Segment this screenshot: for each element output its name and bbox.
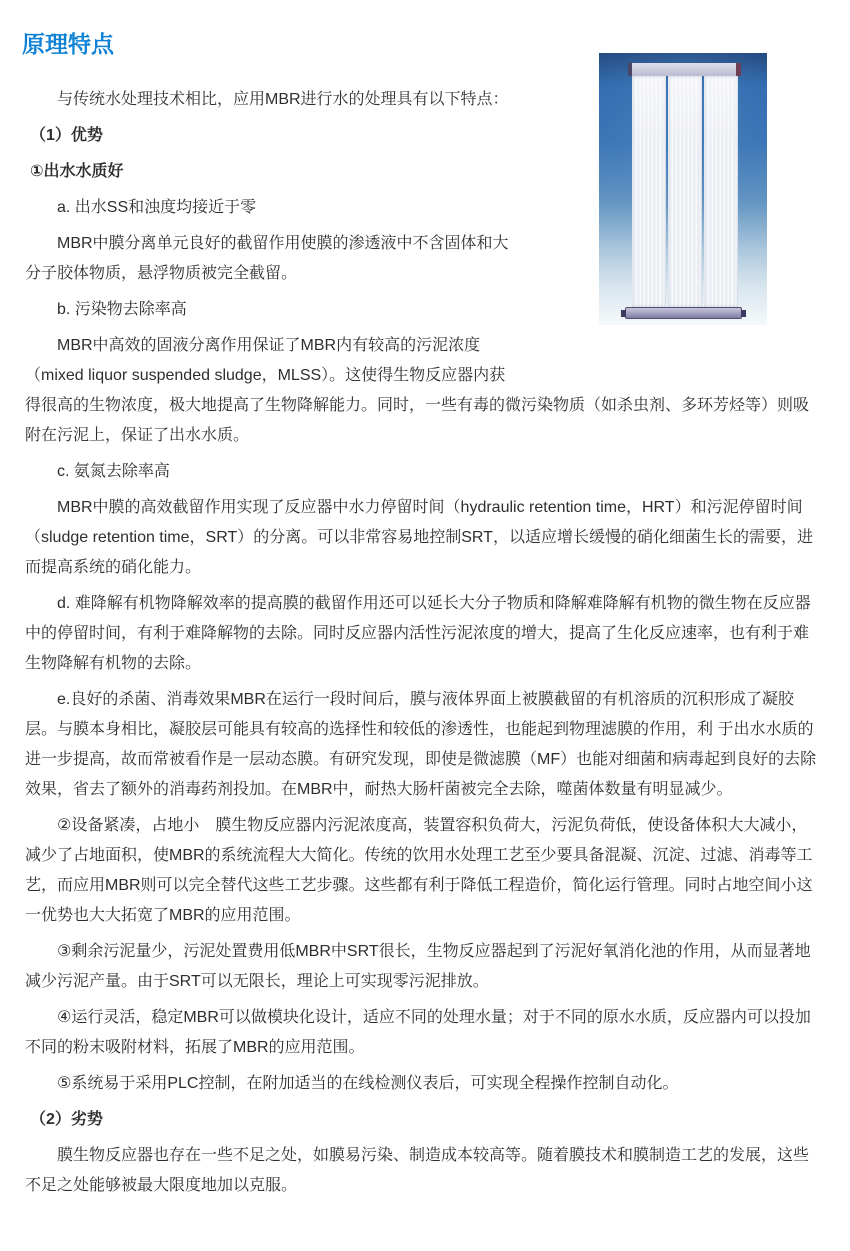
section-heading: ①出水水质好: [30, 163, 124, 180]
paragraph: e.良好的杀菌、消毒效果MBR在运行一段时间后，膜与液体界面上被膜截留的有机溶质的沉积形成了凝胶层。与膜本身相比，凝胶层可能具有较高的选择性和较低的渗透性，也能起到物理滤膜的作用，利 于出水水质的进一步提高，故而常被看作是一层动态膜。有研究发现，即使是微滤膜（MF）也能对细菌和病毒起到良好的去除效果，省去了额外的消毒药剂投加。在MBR中，耐热大肠杆菌被完全去除，噬菌体数量有明显减少。: [25, 691, 817, 798]
paragraph: a. 出水SS和浊度均接近于零: [57, 199, 257, 216]
document-content: [25, 58, 820, 1201]
paragraph: d. 难降解有机物降解效率的提高膜的截留作用还可以延长大分子物质和降解难降解有机物的微生物在反应器中的停留时间，有利于难降解物的去除。同时反应器内活性污泥浓度的增大，提高了生化反应速率，也有利于难生物降解有机物的去除。: [25, 595, 811, 672]
section-heading: （2）劣势: [30, 1111, 103, 1128]
paragraph: 膜生物反应器也存在一些不足之处，如膜易污染、制造成本较高等。随着膜技术和膜制造工艺的发展，这些不足之处能够被最大限度地加以克服。: [25, 1147, 810, 1194]
paragraph: ③剩余污泥量少，污泥处置费用低MBR中SRT很长，生物反应器起到了污泥好氧消化池的作用，从而显著地减少污泥产量。由于SRT可以无限长，理论上可实现零污泥排放。: [25, 943, 811, 990]
paragraph: MBR中高效的固液分离作用保证了MBR内有较高的污泥浓度（mixed liquor suspended sludge，MLSS）。这使得生物反应器内获得很高的生物浓度，极大地提高了生物降解能力。同时，一些有毒的微污染物质（如杀虫剂、多环芳烃等）则吸附在污泥上，保证了出水水质。: [25, 337, 810, 444]
paragraph: MBR中膜分离单元良好的截留作用使膜的渗透液中不含固体和大分子胶体物质，悬浮物质被完全截留。: [25, 235, 509, 282]
section-heading: （1）优势: [30, 127, 103, 144]
membrane-fiber-bundle: [632, 76, 666, 307]
paragraph: c. 氨氮去除率高: [57, 463, 170, 480]
paragraph: ⑤系统易于采用PLC控制，在附加适当的在线检测仪表后，可实现全程操作控制自动化。: [57, 1075, 679, 1092]
page-title: 原理特点: [22, 31, 114, 57]
paragraph: ②设备紧凑，占地小 膜生物反应器内污泥浓度高，装置容积负荷大，污泥负荷低，使设备体积大大减小，减少了占地面积，使MBR的系统流程大大简化。传统的饮用水处理工艺至少要具备混凝、沉淀、过滤、消毒等工艺，而应用MBR则可以完全替代这些工艺步骤。这些都有利于降低工程造价，简化运行管理。同时占地空间小这一优势也大大拓宽了MBR的应用范围。: [25, 817, 813, 924]
paragraph: 与传统水处理技术相比，应用MBR进行水的处理具有以下特点：: [57, 91, 509, 108]
membrane-module-figure: [599, 53, 767, 325]
membrane-fiber-bundle: [668, 76, 702, 307]
module-bottom-collector-bar: [625, 307, 742, 319]
paragraph: MBR中膜的高效截留作用实现了反应器中水力停留时间（hydraulic retention time，HRT）和污泥停留时间（sludge retention time，SRT）的分离。可以非常容易地控制SRT，以适应增长缓慢的硝化细菌生长的需要，进而提高系统的硝化能力。: [25, 499, 813, 576]
document-page: [0, 30, 850, 1201]
paragraph: b. 污染物去除率高: [57, 301, 187, 318]
paragraph: ④运行灵活，稳定MBR可以做模块化设计，适应不同的处理水量；对于不同的原水水质，反应器内可以投加不同的粉末吸附材料，拓展了MBR的应用范围。: [25, 1009, 811, 1056]
module-top-header-bar: [628, 63, 741, 76]
membrane-fiber-bundle: [704, 76, 738, 307]
